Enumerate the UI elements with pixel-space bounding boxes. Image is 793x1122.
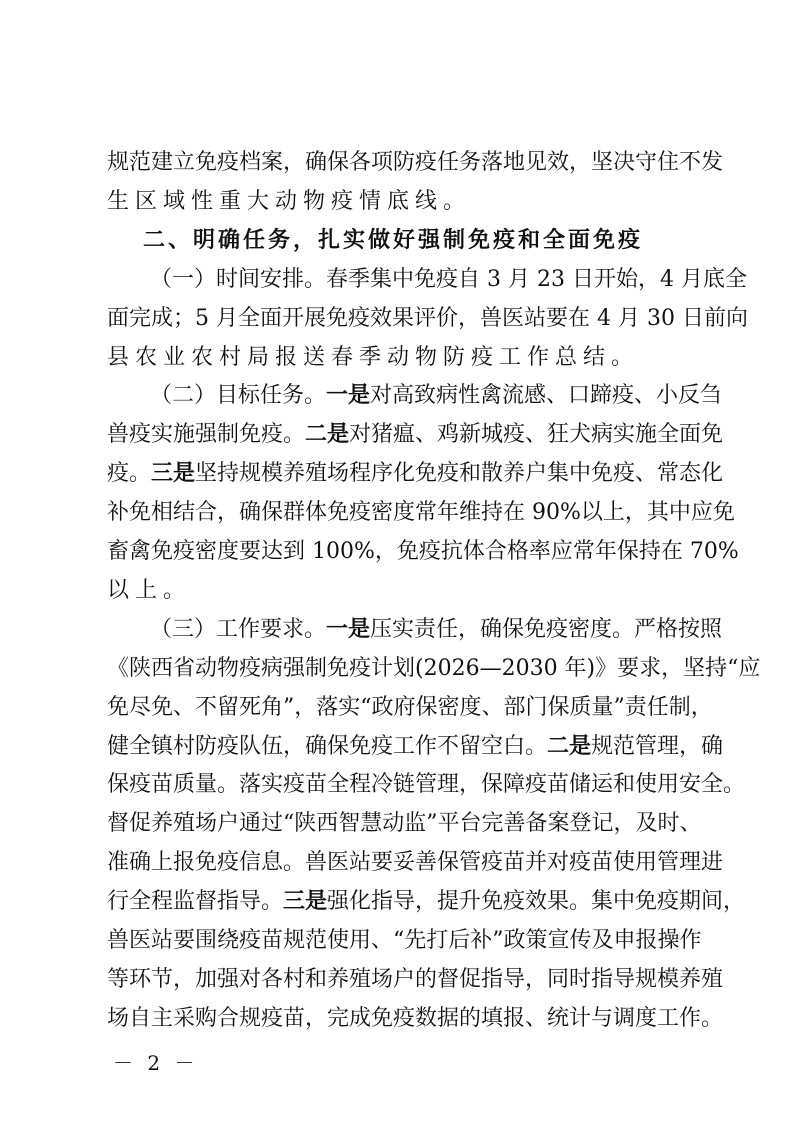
paragraph-line bbox=[107, 770, 746, 800]
paragraph-line bbox=[107, 926, 700, 956]
text-run: 督促养殖场户通过“陕西智慧动监”平台完善备案登记，及时、 bbox=[107, 811, 702, 837]
bold-keyword: 一是 bbox=[326, 616, 371, 642]
paragraph-line bbox=[150, 615, 723, 645]
paragraph-line bbox=[107, 537, 739, 567]
paragraph-line bbox=[107, 343, 700, 373]
paragraph-line bbox=[107, 148, 724, 178]
paragraph-line bbox=[107, 809, 700, 839]
paragraph-line bbox=[107, 965, 724, 995]
paragraph-line bbox=[107, 1004, 724, 1034]
paragraph-line bbox=[107, 732, 724, 762]
text-run: 规范管理，确 bbox=[591, 733, 724, 759]
paragraph-line bbox=[107, 693, 713, 723]
paragraph-line bbox=[107, 187, 700, 217]
paragraph-line bbox=[150, 381, 723, 411]
text-run: （一）时间安排。春季集中免疫自 3 月 23 日开始，4 月底全 bbox=[150, 266, 747, 292]
text-run: 对猪瘟、鸡新城疫、狂犬病实施全面免 bbox=[349, 422, 724, 448]
text-run: 《陕西省动物疫病强制免疫计划(2026—2030 年)》要求，坚持“应 bbox=[107, 655, 761, 681]
section-heading bbox=[143, 226, 736, 256]
page-number: － 2 － bbox=[113, 1051, 199, 1075]
text-run: 规范建立免疫档案，确保各项防疫任务落地见效，坚决守住不发 bbox=[107, 150, 724, 175]
paragraph-line bbox=[107, 576, 700, 606]
text-run: 坚持规模养殖场程序化免疫和散养户集中免疫、常态化 bbox=[195, 461, 724, 487]
bold-keyword: 二是 bbox=[305, 422, 350, 448]
paragraph-line bbox=[107, 654, 761, 684]
text-run: （三）工作要求。 bbox=[150, 616, 327, 642]
text-run: 面完成；5 月全面开展免疫效果评价，兽医站要在 4 月 30 日前向 bbox=[107, 305, 748, 331]
paragraph-line bbox=[107, 848, 724, 878]
text-run: 二、明确任务，扎实做好强制免疫和全面免疫 bbox=[143, 227, 644, 253]
text-run: 强化指导，提升免疫效果。集中免疫期间， bbox=[327, 889, 746, 915]
bold-keyword: 三是 bbox=[283, 889, 328, 915]
text-run: 兽疫实施强制免疫。 bbox=[107, 422, 306, 448]
text-run: 健全镇村防疫队伍，确保免疫工作不留空白。 bbox=[107, 733, 548, 759]
text-run: 县农业农村局报送春季动物防疫工作总结。 bbox=[107, 344, 640, 370]
text-run: 生区域性重大动物疫情底线。 bbox=[107, 188, 472, 214]
text-run: （二）目标任务。 bbox=[150, 383, 327, 409]
bold-keyword: 一是 bbox=[326, 383, 371, 409]
text-run: 以上。 bbox=[107, 577, 192, 603]
text-run: 补免相结合，确保群体免疫密度常年维持在 90%以上，其中应免 bbox=[107, 500, 735, 526]
text-run: 准确上报免疫信息。兽医站要妥善保管疫苗并对疫苗使用管理进 bbox=[107, 850, 724, 876]
paragraph-line bbox=[107, 304, 748, 334]
text-run: 行全程监督指导。 bbox=[107, 889, 284, 915]
paragraph-line bbox=[150, 265, 747, 295]
paragraph-line bbox=[107, 498, 735, 528]
text-run: 保疫苗质量。落实疫苗全程冷链管理，保障疫苗储运和使用安全。 bbox=[107, 772, 746, 798]
text-run: 畜禽免疫密度要达到 100%，免疫抗体合格率应常年保持在 70% bbox=[107, 539, 739, 564]
paragraph-line bbox=[107, 887, 746, 917]
text-run: 疫。 bbox=[107, 461, 152, 487]
text-run: 场自主采购合规疫苗，完成免疫数据的填报、统计与调度工作。 bbox=[107, 1005, 724, 1031]
bold-keyword: 二是 bbox=[547, 733, 592, 759]
text-run: 压实责任，确保免疫密度。严格按照 bbox=[370, 616, 723, 642]
paragraph-line bbox=[107, 459, 724, 489]
text-run: 等环节，加强对各村和养殖场户的督促指导，同时指导规模养殖 bbox=[107, 966, 724, 992]
text-run: 免尽免、不留死角”，落实“政府保密度、部门保质量”责任制， bbox=[107, 694, 713, 720]
text-run: 对高致病性禽流感、口蹄疫、小反刍 bbox=[370, 383, 723, 409]
bold-keyword: 三是 bbox=[151, 461, 196, 487]
text-run: 兽医站要围绕疫苗规范使用、“先打后补”政策宣传及申报操作 bbox=[107, 928, 702, 953]
paragraph-line bbox=[107, 420, 724, 450]
